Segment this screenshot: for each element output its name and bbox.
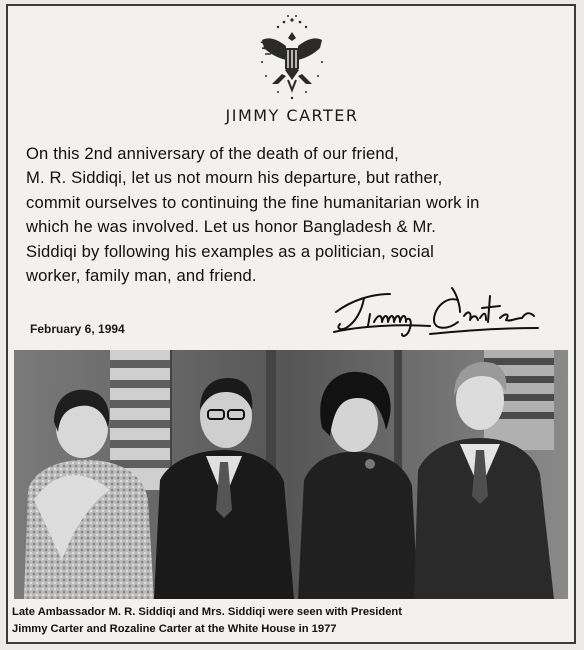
caption-line: Late Ambassador M. R. Siddiqi and Mrs. Siddiqi were seen with President bbox=[12, 606, 402, 618]
photo-caption bbox=[12, 604, 572, 637]
message-line: M. R. Siddiqi, let us not mourn his departure, but rather, bbox=[26, 168, 443, 188]
message-line: commit ourselves to continuing the fine humanitarian work in bbox=[26, 192, 480, 212]
page-title: JIMMY CARTER bbox=[225, 106, 359, 125]
photo-scene bbox=[14, 350, 568, 599]
presidential-seal-icon bbox=[252, 14, 332, 102]
date-label: February 6, 1994 bbox=[30, 322, 125, 336]
message-line: On this 2nd anniversary of the death of our friend, bbox=[26, 144, 399, 163]
message-line: which he was involved. Let us honor Bangladesh & Mr. bbox=[26, 217, 436, 237]
message-line: worker, family man, and friend. bbox=[26, 266, 257, 286]
group-photo bbox=[14, 350, 568, 599]
message-line: Siddiqi by following his examples as a politician, social bbox=[26, 241, 434, 261]
signature-icon bbox=[330, 282, 540, 344]
caption-line: Jimmy Carter and Rozaline Carter at the White House in 1977 bbox=[12, 622, 337, 635]
memorial-message bbox=[26, 142, 562, 288]
